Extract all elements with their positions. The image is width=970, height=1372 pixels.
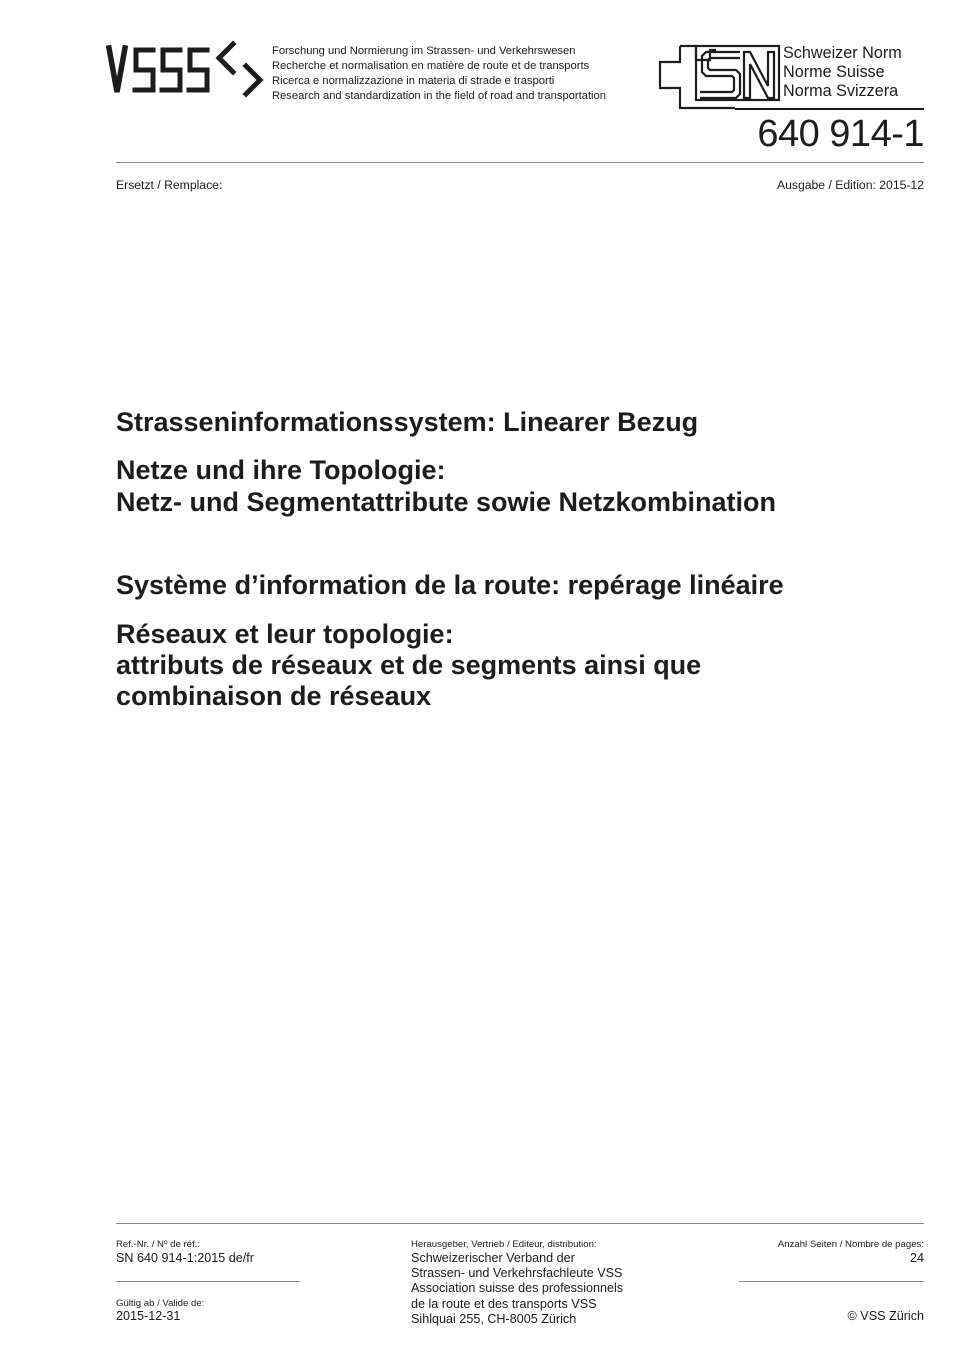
sn-description (783, 44, 902, 101)
vss-line-it: Ricerca e normalizzazione in materia di strade e trasporti (272, 75, 555, 87)
title-fr-sub-line-1: Réseaux et leur topologie: (116, 619, 454, 649)
publisher-line-4: de la route et des transports VSS (411, 1296, 597, 1311)
vss-logo (106, 40, 266, 100)
valid-from-value: 2015-12-31 (116, 1309, 181, 1323)
page-count-label: Anzahl Seiten / Nombre de pages: (777, 1239, 924, 1250)
valid-from-label: Gültig ab / Valide de: (116, 1298, 205, 1309)
publisher-address (411, 1251, 623, 1327)
vss-line-en: Research and standardization in the field of road and transportation (272, 90, 606, 102)
title-fr-sub-line-2: attributs de réseaux et de segments ainsi que (116, 650, 702, 680)
footer-left-divider (116, 1281, 300, 1282)
ref-number-label: Ref.-Nr. / Nº de réf.: (116, 1239, 201, 1250)
edition-label: Ausgabe / Edition: 2015-12 (776, 178, 924, 192)
publisher-line-3: Association suisse des professionnels (411, 1281, 624, 1296)
replaces-label: Ersetzt / Remplace: (116, 178, 223, 192)
title-de-main: Strasseninformationssystem: Linearer Bezug (116, 407, 699, 437)
header-divider (116, 162, 924, 163)
vss-line-de: Forschung und Normierung im Strassen- und Verkehrswesen (272, 45, 576, 57)
copyright-notice: © VSS Zürich (847, 1309, 924, 1323)
title-fr-main: Système d’information de la route: repérage linéaire (116, 570, 784, 600)
title-fr-sub-line-3: combinaison de réseaux (116, 681, 432, 711)
sn-underline (735, 108, 924, 110)
vss-description (272, 44, 606, 104)
publisher-line-2: Strassen- und Verkehrsfachleute VSS (411, 1266, 623, 1281)
standard-number: 640 914-1 (757, 113, 924, 155)
sn-line-fr: Norme Suisse (783, 63, 885, 81)
footer-divider (116, 1223, 924, 1224)
sn-line-de: Schweizer Norm (783, 44, 902, 62)
publisher-line-5: Sihlquai 255, CH-8005 Zürich (411, 1311, 577, 1326)
title-de-sub-line-2: Netz- und Segmentattribute sowie Netzkombination (116, 487, 777, 517)
sn-logo (656, 44, 782, 112)
title-de-sub-line-1: Netze und ihre Topologie: (116, 455, 446, 485)
footer-right-divider (739, 1281, 924, 1282)
vss-line-fr: Recherche et normalisation en matière de route et de transports (272, 60, 590, 72)
publisher-line-1: Schweizerischer Verband der (411, 1251, 575, 1265)
page-count-value: 24 (909, 1251, 924, 1265)
publisher-label: Herausgeber, Vertrieb / Editeur, distribution: (411, 1239, 597, 1250)
ref-number-value: SN 640 914-1:2015 de/fr (116, 1251, 254, 1265)
sn-line-it: Norma Svizzera (783, 82, 899, 100)
